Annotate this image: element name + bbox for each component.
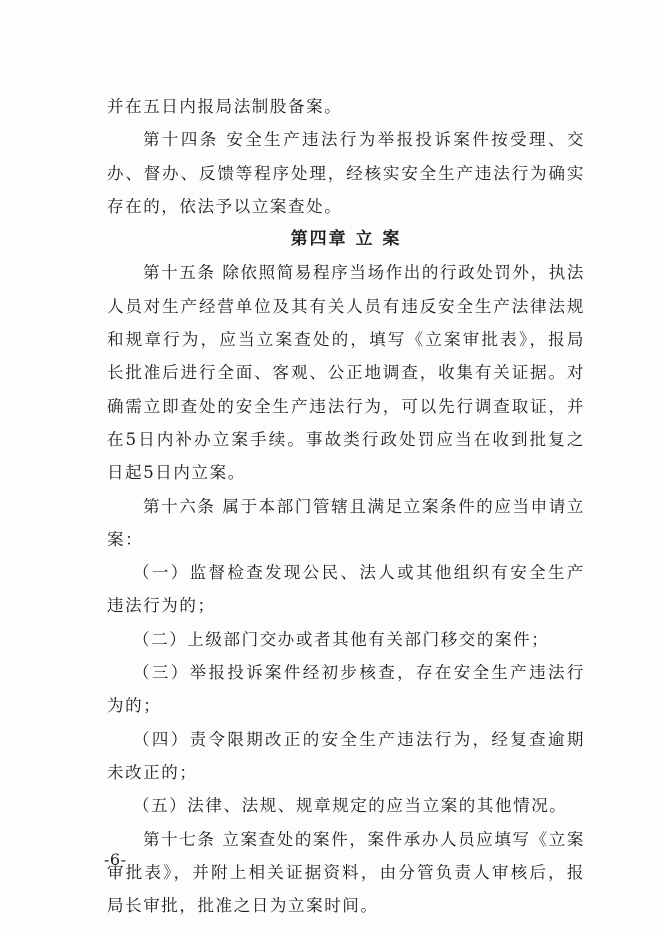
list-item: （三）举报投诉案件经初步核查，存在安全生产违法行为的； [107, 663, 585, 716]
list-item: （二）上级部门交办或者其他有关部门移交的案件； [133, 629, 550, 649]
document-body [107, 90, 585, 922]
article-16: 第十六条 属于本部门管辖且满足立案条件的应当申请立案： [107, 496, 585, 549]
continuation-text: 并在五日内报局法制股备案。 [107, 97, 343, 116]
article-14: 第十四条 安全生产违法行为举报投诉案件按受理、交办、督办、反馈等程序处理，经核实安全生产违法行为确实存在的，依法予以立案查处。 [107, 130, 585, 216]
article-17: 第十七条 立案查处的案件，案件承办人员应填写《立案审批表》，并附上相关证据资料，由分管负责人审核后，报局长审批，批准之日为立案时间。 [107, 829, 585, 916]
list-item: （一）监督检查发现公民、法人或其他组织有安全生产违法行为的； [107, 563, 585, 616]
page-number: -6- [104, 850, 127, 869]
list-item: （四）责令限期改正的安全生产违法行为，经复查逾期未改正的； [107, 729, 585, 782]
list-item: （五）法律、法规、规章规定的应当立案的其他情况。 [133, 796, 568, 816]
chapter-heading: 第四章 立 案 [290, 229, 402, 250]
article-15: 第十五条 除依照简易程序当场作出的行政处罚外，执法人员对生产经营单位及其有关人员有违反安全生产法律法规和规章行为，应当立案查处的，填写《立案审批表》，报局长批准后进行全面、客观、公正地调查，收集有关证据。对确需立即查处的安全生产违法行为，可以先行调查取证，并在5日内补办立案手续。事故类行政处罚应当在收到批复之日起5日内立案。 [107, 263, 585, 483]
